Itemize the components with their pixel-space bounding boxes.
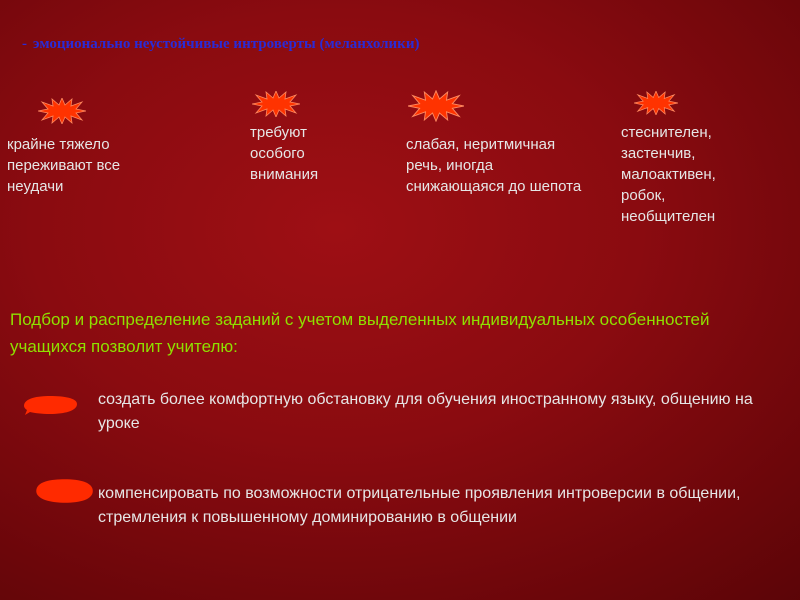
title-dash: - bbox=[22, 36, 27, 52]
title-text: эмоционально неустойчивые интроверты (меланхолики) bbox=[33, 36, 420, 52]
starburst-icon bbox=[634, 91, 678, 115]
column-text-3: слабая, неритмичная речь, иногда снижающаяся до шепота bbox=[406, 136, 582, 195]
speech-bubble-icon bbox=[20, 394, 80, 416]
column-text-1: крайне тяжело переживают все неудачи bbox=[7, 136, 121, 195]
column-text-4: стеснителен, застенчив, малоактивен, робок, необщителен bbox=[621, 124, 716, 225]
starburst-icon bbox=[408, 90, 464, 122]
bullet-text-2: компенсировать по возможности отрицательные проявления интроверсии в общении, стремления к повышенному доминированию в общении bbox=[98, 485, 741, 526]
starburst-icon bbox=[252, 91, 300, 117]
starburst-icon bbox=[38, 98, 86, 124]
bullet-text-1: создать более комфортную обстановку для обучения иностранному языку, общению на уроке bbox=[98, 391, 753, 432]
slide-title bbox=[22, 36, 419, 53]
speech-bubble-icon bbox=[32, 477, 96, 505]
summary-text: Подбор и распределение заданий с учетом выделенных индивидуальных особенностей учащихся позволит учителю: bbox=[10, 310, 710, 356]
column-text-2: требуют особого внимания bbox=[250, 124, 319, 183]
